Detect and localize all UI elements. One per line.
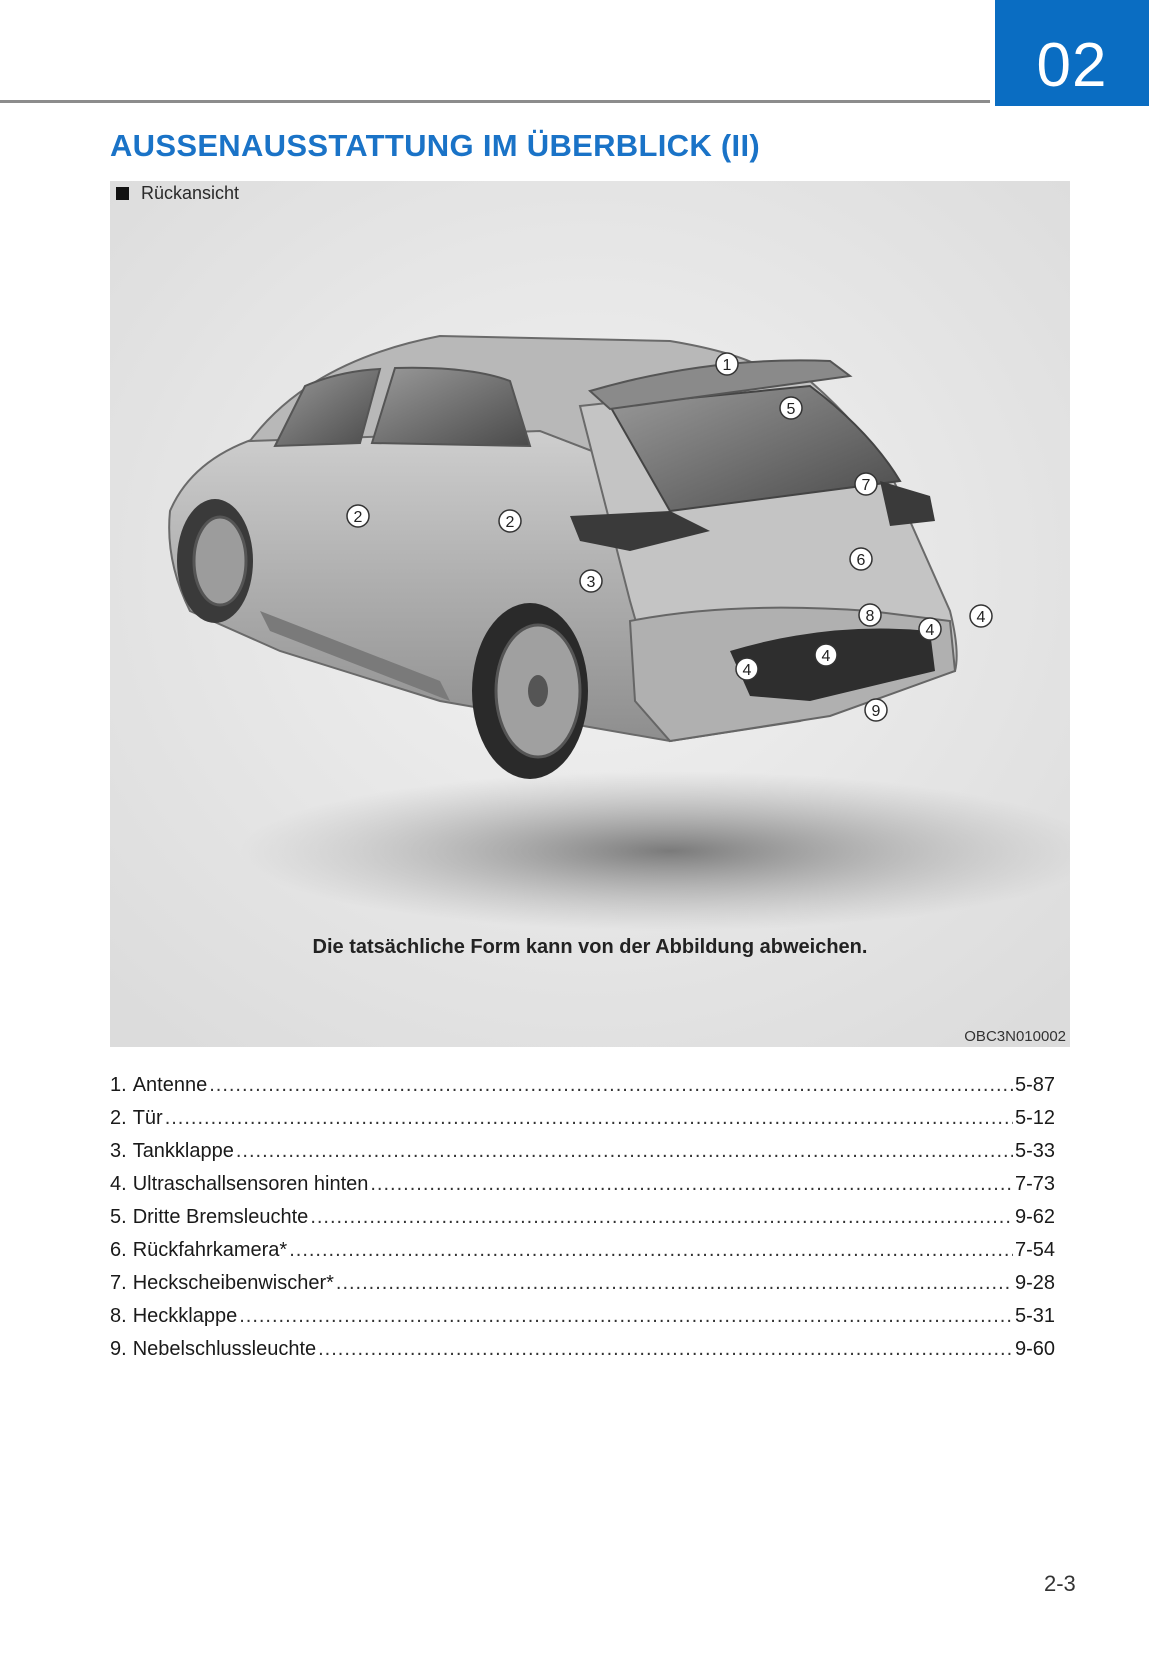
- callout-3: [580, 570, 602, 592]
- svg-text:2: 2: [353, 509, 363, 526]
- svg-text:4: 4: [925, 622, 935, 639]
- svg-text:4: 4: [742, 662, 752, 679]
- svg-text:2: 2: [505, 514, 515, 531]
- figure-disclaimer: Die tatsächliche Form kann von der Abbildung abweichen.: [312, 936, 868, 958]
- leader-dots: [370, 1173, 1013, 1196]
- page-reference: 7-54: [1014, 1239, 1055, 1261]
- page-reference: 9-28: [1014, 1272, 1055, 1294]
- legend-item: 2. Tür ..... 5-12: [110, 1107, 1055, 1140]
- page-reference: 5-12: [1014, 1107, 1055, 1129]
- legend-item: 9. Nebelschlussleuchte ..... 9-60: [110, 1338, 1055, 1371]
- page-reference: 9-62: [1014, 1206, 1055, 1228]
- callout-4b: [815, 644, 837, 666]
- callout-layer: [110, 181, 1070, 1047]
- header-rule: [0, 100, 990, 103]
- svg-text:4: 4: [821, 648, 831, 665]
- leader-dots: [289, 1239, 1013, 1262]
- page-reference: 5-31: [1014, 1305, 1055, 1327]
- callout-1: [716, 353, 738, 375]
- legend-item: 6. Rückfahrkamera* ..... 7-54: [110, 1239, 1055, 1272]
- page-reference: 7-73: [1014, 1173, 1055, 1195]
- legend-item: 7. Heckscheibenwischer* ..... 9-28: [110, 1272, 1055, 1305]
- page-reference: 5-33: [1014, 1140, 1055, 1162]
- callout-2: [347, 505, 369, 527]
- page-reference: 5-87: [1014, 1074, 1055, 1096]
- page-title: AUSSENAUSSTATTUNG IM ÜBERBLICK (II): [110, 128, 760, 163]
- svg-text:5: 5: [786, 401, 796, 418]
- callout-8: [859, 604, 881, 626]
- leader-dots: [318, 1338, 1013, 1361]
- callout-2b: [499, 510, 521, 532]
- leader-dots: [236, 1140, 1013, 1163]
- svg-text:3: 3: [586, 574, 596, 591]
- svg-text:7: 7: [861, 477, 871, 494]
- callout-4a: [736, 658, 758, 680]
- page-number: 2-3: [1044, 1571, 1076, 1596]
- figure-code: OBC3N010002: [964, 1028, 1066, 1045]
- leader-dots: [165, 1107, 1013, 1130]
- page-reference: 9-60: [1014, 1338, 1055, 1360]
- legend-item: 3. Tankklappe ..... 5-33: [110, 1140, 1055, 1173]
- chapter-tab: 02: [995, 0, 1149, 106]
- legend-item: 5. Dritte Bremsleuchte ..... 9-62: [110, 1206, 1055, 1239]
- leader-dots: [336, 1272, 1013, 1295]
- callout-5: [780, 397, 802, 419]
- leader-dots: [239, 1305, 1013, 1328]
- leader-dots: [310, 1206, 1013, 1229]
- legend-item: 8. Heckklappe ..... 5-31: [110, 1305, 1055, 1338]
- callout-4d: [970, 605, 992, 627]
- callout-6: [850, 548, 872, 570]
- callout-4c: [919, 618, 941, 640]
- leader-dots: [209, 1074, 1013, 1097]
- callout-9: [865, 699, 887, 721]
- legend-item: 4. Ultraschallsensoren hinten ..... 7-73: [110, 1173, 1055, 1206]
- figure-panel: [110, 181, 1070, 1047]
- svg-text:1: 1: [722, 357, 732, 374]
- parts-legend: [110, 1074, 1055, 1371]
- svg-text:6: 6: [856, 552, 866, 569]
- svg-text:4: 4: [976, 609, 986, 626]
- svg-text:8: 8: [865, 608, 875, 625]
- legend-item: 1. Antenne ..... 5-87: [110, 1074, 1055, 1107]
- callout-7: [855, 473, 877, 495]
- figure-label-text: Rückansicht: [141, 183, 240, 203]
- svg-text:9: 9: [871, 703, 881, 720]
